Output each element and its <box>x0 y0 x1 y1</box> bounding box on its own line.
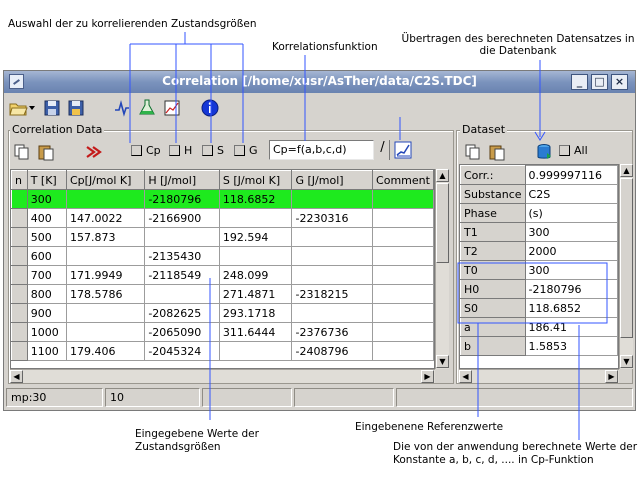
plot-icon[interactable] <box>112 98 132 118</box>
table-row[interactable] <box>12 247 434 266</box>
correlation-hscroll[interactable] <box>10 369 435 383</box>
chart-icon[interactable] <box>162 98 182 118</box>
dataset-table[interactable] <box>459 164 619 369</box>
table-cell[interactable]: -2135430 <box>145 247 220 266</box>
row-header[interactable] <box>12 323 28 342</box>
row-header[interactable] <box>12 342 28 361</box>
table-cell[interactable] <box>373 323 434 342</box>
dataset-row[interactable] <box>461 299 618 318</box>
checkbox-cp[interactable]: Cp <box>131 144 161 158</box>
column-header[interactable]: T [K] <box>27 171 66 190</box>
table-cell[interactable]: 800 <box>27 285 66 304</box>
row-header[interactable] <box>12 247 28 266</box>
table-cell[interactable]: 157.873 <box>66 228 144 247</box>
dataset-row[interactable] <box>461 166 618 185</box>
database-transfer-icon[interactable] <box>534 142 554 162</box>
table-cell[interactable]: 178.5786 <box>66 285 144 304</box>
correlation-vscroll[interactable] <box>435 169 449 369</box>
checkbox-h[interactable]: H <box>169 144 192 158</box>
table-row[interactable] <box>12 266 434 285</box>
table-cell[interactable] <box>373 247 434 266</box>
table-row[interactable] <box>12 190 434 209</box>
dataset-vscroll[interactable] <box>619 164 633 369</box>
dataset-key: a <box>461 318 526 337</box>
table-cell[interactable]: -2166900 <box>145 209 220 228</box>
table-cell[interactable] <box>219 209 292 228</box>
dataset-hscroll[interactable] <box>459 369 619 383</box>
dataset-scroll-down-icon[interactable]: ▼ <box>620 355 633 368</box>
table-cell[interactable]: 300 <box>27 190 66 209</box>
scroll-left-icon[interactable]: ◀ <box>10 370 23 383</box>
table-cell[interactable]: 700 <box>27 266 66 285</box>
table-cell[interactable]: 179.406 <box>66 342 144 361</box>
table-cell[interactable]: -2118549 <box>145 266 220 285</box>
table-cell[interactable]: 900 <box>27 304 66 323</box>
table-cell[interactable]: 171.9949 <box>66 266 144 285</box>
column-header[interactable]: S [J/mol K] <box>219 171 292 190</box>
table-cell[interactable]: 600 <box>27 247 66 266</box>
table-cell[interactable] <box>373 342 434 361</box>
dataset-value[interactable]: 2000 <box>525 242 617 261</box>
maximize-icon[interactable]: □ <box>591 74 608 90</box>
status-cell-3 <box>202 388 292 407</box>
status-cell-5 <box>396 388 633 407</box>
checkbox-all[interactable]: All <box>559 144 588 158</box>
dataset-scroll-left-icon[interactable]: ◀ <box>459 370 472 383</box>
table-cell[interactable]: 500 <box>27 228 66 247</box>
dataset-key: Phase <box>461 204 526 223</box>
close-icon[interactable]: × <box>611 74 628 90</box>
row-header[interactable] <box>12 228 28 247</box>
scroll-thumb[interactable] <box>436 183 449 263</box>
table-cell[interactable]: -2065090 <box>145 323 220 342</box>
annotation-correlation-function: Korrelationsfunktion <box>272 41 378 53</box>
dataset-row[interactable] <box>461 280 618 299</box>
table-cell[interactable] <box>373 190 434 209</box>
table-cell[interactable] <box>373 209 434 228</box>
table-cell[interactable]: -2180796 <box>145 190 220 209</box>
annotation-transfer: Übertragen des berechneten Datensatzes in die Datenbank <box>401 33 635 57</box>
annotation-computed-values: Die von der anwendung berechnete Werte der Konstante a, b, c, d, .... in Cp-Funktion <box>393 441 638 466</box>
dataset-row[interactable] <box>461 223 618 242</box>
main-toolbar <box>6 96 633 120</box>
dataset-value[interactable]: 300 <box>525 223 617 242</box>
table-cell[interactable]: -2082625 <box>145 304 220 323</box>
table-row[interactable] <box>12 304 434 323</box>
table-cell[interactable] <box>66 190 144 209</box>
function-select-button[interactable]: / <box>376 140 390 160</box>
table-cell[interactable] <box>292 304 373 323</box>
table-cell[interactable] <box>292 228 373 247</box>
column-header[interactable]: Comment <box>373 171 434 190</box>
correlation-function-input[interactable]: Cp=f(a,b,c,d) <box>269 140 374 160</box>
dataset-scroll-right-icon[interactable]: ▶ <box>605 370 618 383</box>
table-cell[interactable]: 1100 <box>27 342 66 361</box>
checkbox-g[interactable]: G <box>234 144 258 158</box>
save-as-icon[interactable] <box>66 98 86 118</box>
dataset-row[interactable] <box>461 261 618 280</box>
table-cell[interactable]: -2230316 <box>292 209 373 228</box>
dataset-key: Substance <box>461 185 526 204</box>
dataset-key: Corr.: <box>461 166 526 185</box>
dataset-value[interactable]: 0.999997116 <box>525 166 617 185</box>
window-title: Correlation [/home/xusr/AsTher/data/C2S.TDC] <box>162 74 477 88</box>
dataset-value[interactable]: (s) <box>525 204 617 223</box>
annotation-selection: Auswahl der zu korrelierenden Zustandsgrößen <box>8 18 257 30</box>
dataset-scroll-up-icon[interactable]: ▲ <box>620 164 633 177</box>
save-icon[interactable] <box>42 98 62 118</box>
table-cell[interactable]: 147.0022 <box>66 209 144 228</box>
table-cell[interactable]: 1000 <box>27 323 66 342</box>
table-cell[interactable] <box>219 247 292 266</box>
row-header[interactable] <box>12 190 28 209</box>
dataset-key: T0 <box>461 261 526 280</box>
dataset-key: T1 <box>461 223 526 242</box>
correlation-table[interactable] <box>10 169 435 369</box>
table-row[interactable] <box>12 342 434 361</box>
table-cell[interactable] <box>219 342 292 361</box>
flask-icon[interactable] <box>137 98 157 118</box>
dataset-row[interactable] <box>461 204 618 223</box>
table-cell[interactable] <box>66 304 144 323</box>
dataset-value[interactable]: C2S <box>525 185 617 204</box>
row-header[interactable] <box>12 266 28 285</box>
title-bar[interactable] <box>4 71 635 93</box>
paste-icon[interactable] <box>36 142 56 162</box>
scroll-right-icon[interactable]: ▶ <box>421 370 434 383</box>
row-header[interactable] <box>12 285 28 304</box>
info-icon[interactable] <box>200 98 220 118</box>
table-cell[interactable]: -2318215 <box>292 285 373 304</box>
delete-rows-icon[interactable] <box>84 142 104 162</box>
row-header[interactable] <box>12 209 28 228</box>
run-correlation-icon[interactable] <box>393 140 413 160</box>
row-header[interactable] <box>12 304 28 323</box>
dataset-row[interactable] <box>461 318 618 337</box>
dataset-key: b <box>461 337 526 356</box>
table-cell[interactable] <box>292 247 373 266</box>
status-bar <box>4 386 635 409</box>
table-cell[interactable] <box>373 228 434 247</box>
dataset-row[interactable] <box>461 185 618 204</box>
table-row[interactable] <box>12 285 434 304</box>
copy-icon[interactable] <box>12 142 32 162</box>
table-cell[interactable]: -2045324 <box>145 342 220 361</box>
table-cell[interactable] <box>292 266 373 285</box>
dataset-copy-icon[interactable] <box>463 142 483 162</box>
table-cell[interactable]: 400 <box>27 209 66 228</box>
table-cell[interactable]: 271.4871 <box>219 285 292 304</box>
table-cell[interactable]: 192.594 <box>219 228 292 247</box>
scroll-down-icon[interactable]: ▼ <box>436 355 449 368</box>
dataset-value[interactable]: 300 <box>525 261 617 280</box>
table-cell[interactable] <box>145 285 220 304</box>
dataset-value[interactable]: 1.5853 <box>525 337 617 356</box>
status-count: 10 <box>105 388 200 407</box>
table-row[interactable] <box>12 323 434 342</box>
dataset-frame-label: Dataset <box>462 123 506 136</box>
table-row[interactable] <box>12 228 434 247</box>
column-header[interactable]: G [J/mol] <box>292 171 373 190</box>
dataset-value[interactable]: 186.41 <box>525 318 617 337</box>
table-cell[interactable] <box>66 247 144 266</box>
checkbox-s[interactable]: S <box>202 144 224 158</box>
table-cell[interactable]: 311.6444 <box>219 323 292 342</box>
dataset-row[interactable] <box>461 337 618 356</box>
scroll-up-icon[interactable]: ▲ <box>436 169 449 182</box>
dataset-row[interactable] <box>461 242 618 261</box>
correlation-frame-label: Correlation Data <box>12 123 103 136</box>
annotation-entered-reference: Eingebenene Referenzwerte <box>355 421 504 433</box>
table-cell[interactable]: 118.6852 <box>219 190 292 209</box>
status-cell-4 <box>294 388 394 407</box>
table-cell[interactable] <box>145 228 220 247</box>
correlation-window <box>3 70 636 411</box>
dataset-key: S0 <box>461 299 526 318</box>
table-cell[interactable] <box>66 323 144 342</box>
open-dropdown-icon[interactable] <box>27 98 37 118</box>
table-cell[interactable] <box>373 304 434 323</box>
table-cell[interactable]: 293.1718 <box>219 304 292 323</box>
dataset-key: H0 <box>461 280 526 299</box>
column-header[interactable]: n <box>12 171 28 190</box>
table-cell[interactable] <box>373 266 434 285</box>
dataset-paste-icon[interactable] <box>487 142 507 162</box>
annotation-entered-values: Eingegebene Werte der Zustandsgrößen <box>135 428 259 453</box>
open-icon[interactable] <box>8 98 28 118</box>
table-cell[interactable] <box>373 285 434 304</box>
table-cell[interactable] <box>292 190 373 209</box>
table-cell[interactable]: -2408796 <box>292 342 373 361</box>
dataset-value[interactable]: -2180796 <box>525 280 617 299</box>
dataset-scroll-thumb[interactable] <box>620 178 633 338</box>
table-row[interactable] <box>12 209 434 228</box>
dataset-key: T2 <box>461 242 526 261</box>
column-header[interactable]: H [J/mol] <box>145 171 220 190</box>
table-cell[interactable]: 248.099 <box>219 266 292 285</box>
status-mode: mp:30 <box>6 388 103 407</box>
minimize-icon[interactable]: _ <box>571 74 588 90</box>
dataset-value[interactable]: 118.6852 <box>525 299 617 318</box>
column-header[interactable]: Cp[J/mol K] <box>66 171 144 190</box>
table-cell[interactable]: -2376736 <box>292 323 373 342</box>
